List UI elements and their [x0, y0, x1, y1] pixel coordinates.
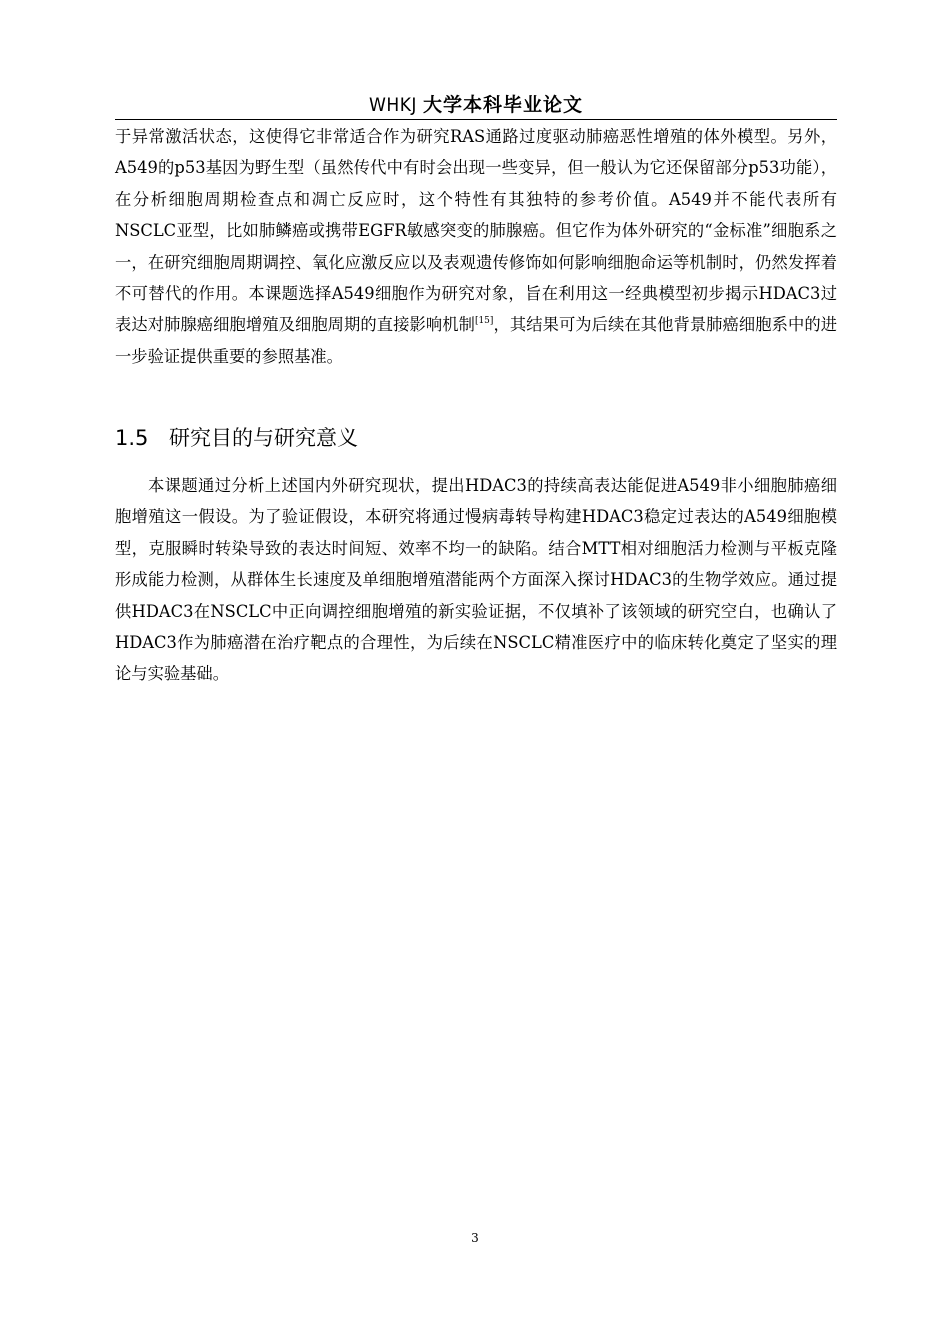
- citation-reference: [15]: [474, 316, 494, 327]
- header-title-cjk: 大学本科毕业论文: [423, 94, 584, 116]
- page-header: [115, 92, 837, 120]
- body-paragraph: [115, 121, 837, 372]
- paragraph-text: 本课题通过分析上述国内外研究现状，提出HDAC3的持续高表达能促进A549非小细胞肺癌细胞增殖这一假设。为了验证假设，本研究将通过慢病毒转导构建HDAC3稳定过表达的A549细胞模型，克服瞬时转染导致的表达时间短、效率不均一的缺陷。结合MTT相对细胞活力检测与平板克隆形成能力检测，从群体生长速度及单细胞增殖潜能两个方面深入探讨HDAC3的生物学效应。通过提供HDAC3在NSCLC中正向调控细胞增殖的新实验证据，不仅填补了该领域的研究空白，也确认了HDAC3作为肺癌潜在治疗靶点的合理性，为后续在NSCLC精准医疗中的临床转化奠定了坚实的理论与实验基础。: [115, 476, 837, 684]
- paragraph-text: 于异常激活状态，这使得它非常适合作为研究RAS通路过度驱动肺癌恶性增殖的体外模型。另外，A549的p53基因为野生型（虽然传代中有时会出现一些变异，但一般认为它还保留部分p53功能），在分析细胞周期检查点和凋亡反应时，这个特性有其独特的参考价值。A549并不能代表所有NSCLC亚型，比如肺鳞癌或携带EGFR敏感突变的肺腺癌。但它作为体外研究的“金标准”细胞系之一，在研究细胞周期调控、氧化应激反应以及表观遗传修饰如何影响细胞命运等机制时，仍然发挥着不可替代的作用。本课题选择A549细胞作为研究对象，旨在利用这一经典模型初步揭示HDAC3过表达对肺腺癌细胞增殖及细胞周期的直接影响机制: [115, 127, 837, 335]
- section-number: 1.5: [115, 426, 149, 450]
- paragraph-text: ，其结果可为后续在其他背景肺癌细胞系中的进一步验证提供重要的参照基准。: [115, 315, 837, 366]
- header-title-latin: WHKJ: [368, 94, 417, 116]
- section-title: 研究目的与研究意义: [169, 426, 358, 450]
- body-paragraph: [115, 470, 837, 690]
- section-heading: [115, 423, 358, 453]
- page-number: 3: [471, 1231, 479, 1245]
